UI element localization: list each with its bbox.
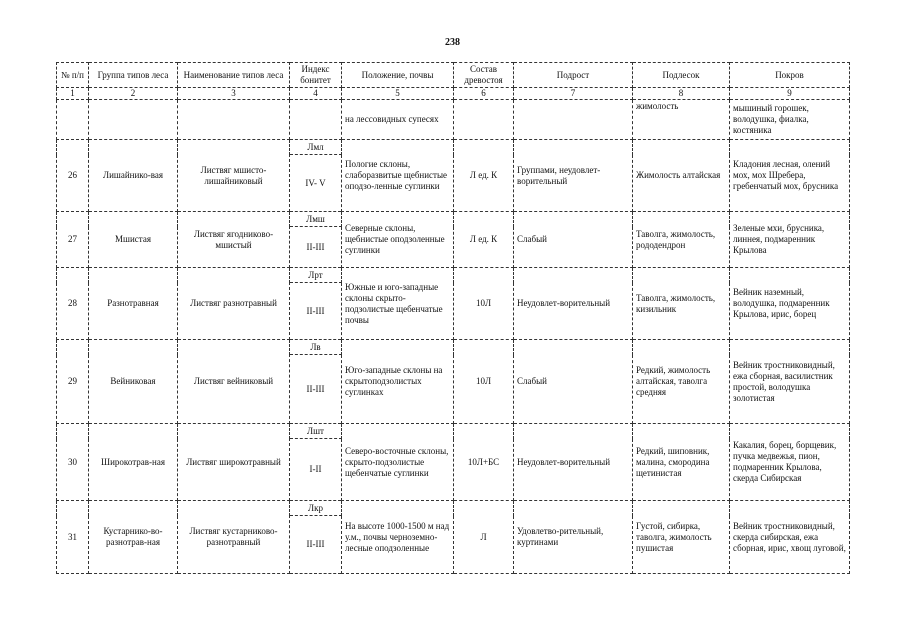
cell-index: Лмл	[290, 140, 342, 155]
cell-name: Листвяг широкотравный	[178, 424, 290, 501]
cell-undergrowth: Слабый	[514, 340, 633, 424]
cell-name: Листвяг вейниковый	[178, 340, 290, 424]
cell-group: Широкотрав-ная	[89, 424, 178, 501]
cell-cover: Вейник тростниковидный, скерда сибирская, ежа сборная, ирис, хвощ луговой,	[730, 501, 850, 574]
header-name: Наименование типов леса	[178, 63, 290, 88]
header-index: Индекс бонитет	[290, 63, 342, 88]
header-understory: Подлесок	[633, 63, 730, 88]
cell-understory: Таволга, жимолость, кизильник	[633, 268, 730, 340]
cell-position: Пологие склоны, слаборазвитые щебнистые оподзо-ленные суглинки	[342, 140, 454, 212]
cell-group: Мшистая	[89, 212, 178, 268]
column-number: 8	[633, 88, 730, 100]
cell-composition: Л	[454, 501, 514, 574]
cell-composition: 10Л	[454, 340, 514, 424]
table-row	[57, 424, 850, 439]
cell-index: Лшт	[290, 424, 342, 439]
cell-understory: Редкий, шиповник, малина, смородина щетинистая	[633, 424, 730, 501]
cell-understory: жимолость	[633, 100, 730, 140]
cell-index: Лрт	[290, 268, 342, 283]
continuation-row	[57, 100, 850, 140]
header-group: Группа типов леса	[89, 63, 178, 88]
cell-position: Северные склоны, щебнистые оподзоленные суглинки	[342, 212, 454, 268]
cell-cover: мышиный горошек, володушка, фиалка, костяника	[730, 100, 850, 140]
cell-undergrowth: Слабый	[514, 212, 633, 268]
column-number: 6	[454, 88, 514, 100]
column-number: 5	[342, 88, 454, 100]
cell-position: Южные и юго-западные склоны скрыто-подзолистые щебенчатые почвы	[342, 268, 454, 340]
cell-understory: Редкий, жимолость алтайская, таволга средняя	[633, 340, 730, 424]
header-position: Положение, почвы	[342, 63, 454, 88]
cell-num: 29	[57, 340, 89, 424]
cell-bonitet: I-II	[290, 439, 342, 501]
cell-composition: 10Л	[454, 268, 514, 340]
cell-cover: Зеленые мхи, брусника, линнея, подмаренник Крылова	[730, 212, 850, 268]
forest-types-table	[56, 62, 850, 574]
column-number: 9	[730, 88, 850, 100]
column-number: 3	[178, 88, 290, 100]
cell-name: Листвяг мшисто-лишайниковый	[178, 140, 290, 212]
header-undergrowth: Подрост	[514, 63, 633, 88]
cell-understory: Густой, сибирка, таволга, жимолость пушистая	[633, 501, 730, 574]
cell-composition: Л ед. К	[454, 212, 514, 268]
table-row	[57, 212, 850, 227]
cell-bonitet: II-III	[290, 227, 342, 268]
table-row	[57, 340, 850, 355]
header-composition: Состав древостоя	[454, 63, 514, 88]
cell-undergrowth: Группами, неудовлет-ворительный	[514, 140, 633, 212]
cell-position: Северо-восточные склоны, скрыто-подзолистые щебенчатые суглинки	[342, 424, 454, 501]
cell-index: Лкр	[290, 501, 342, 516]
cell-group: Кустарнико-во-разнотрав-ная	[89, 501, 178, 574]
cell-group: Лишайнико-вая	[89, 140, 178, 212]
cell-understory: Жимолость алтайская	[633, 140, 730, 212]
cell-bonitet: II-III	[290, 355, 342, 424]
cell-undergrowth: Неудовлет-ворительный	[514, 268, 633, 340]
cell-num: 31	[57, 501, 89, 574]
cell-group: Вейниковая	[89, 340, 178, 424]
cell-bonitet: II-III	[290, 283, 342, 340]
cell-num: 27	[57, 212, 89, 268]
cell-group: Разнотравная	[89, 268, 178, 340]
column-number: 7	[514, 88, 633, 100]
table-row	[57, 268, 850, 283]
cell-num: 28	[57, 268, 89, 340]
cell-position: На высоте 1000-1500 м над у.м., почвы черноземно-лесные оподзоленные	[342, 501, 454, 574]
cell-name: Листвяг разнотравный	[178, 268, 290, 340]
cell-name: Листвяг ягодниково-мшистый	[178, 212, 290, 268]
cell-undergrowth: Удовлетво-рительный, куртинами	[514, 501, 633, 574]
cell-cover: Какалия, борец, борщевик, пучка медвежья, пион, подмаренник Крылова, скерда Сибирская	[730, 424, 850, 501]
cell-bonitet: IV- V	[290, 155, 342, 212]
forest-type-rows	[57, 140, 850, 574]
header-cover: Покров	[730, 63, 850, 88]
column-number: 2	[89, 88, 178, 100]
cell-bonitet: II-III	[290, 516, 342, 574]
cell-undergrowth: Неудовлет-ворительный	[514, 424, 633, 501]
cell-cover: Вейник наземный, володушка, подмаренник Крылова, ирис, борец	[730, 268, 850, 340]
cell-composition: Л ед. К	[454, 140, 514, 212]
cell-cover: Вейник тростниковидный, ежа сборная, василистник простой, володушка золотистая	[730, 340, 850, 424]
header-row	[57, 63, 850, 88]
cell-cover: Кладония лесная, олений мох, мох Шребера, гребенчатый мох, брусника	[730, 140, 850, 212]
cell-index: Лмш	[290, 212, 342, 227]
cell-understory: Таволга, жимолость, рододендрон	[633, 212, 730, 268]
cell-name: Листвяг кустарниково-разнотравный	[178, 501, 290, 574]
table-row	[57, 501, 850, 516]
page-number: 238	[445, 37, 460, 48]
cell-num: 30	[57, 424, 89, 501]
column-number: 1	[57, 88, 89, 100]
cell-num: 26	[57, 140, 89, 212]
cell-position: Юго-западные склоны на скрытоподзолистых суглинках	[342, 340, 454, 424]
column-number-row	[57, 88, 850, 100]
cell-composition: 10Л+БС	[454, 424, 514, 501]
table-row	[57, 140, 850, 155]
column-number: 4	[290, 88, 342, 100]
cell-position: на лессовидных супесях	[342, 100, 454, 140]
header-num: № п/п	[57, 63, 89, 88]
cell-index: Лв	[290, 340, 342, 355]
